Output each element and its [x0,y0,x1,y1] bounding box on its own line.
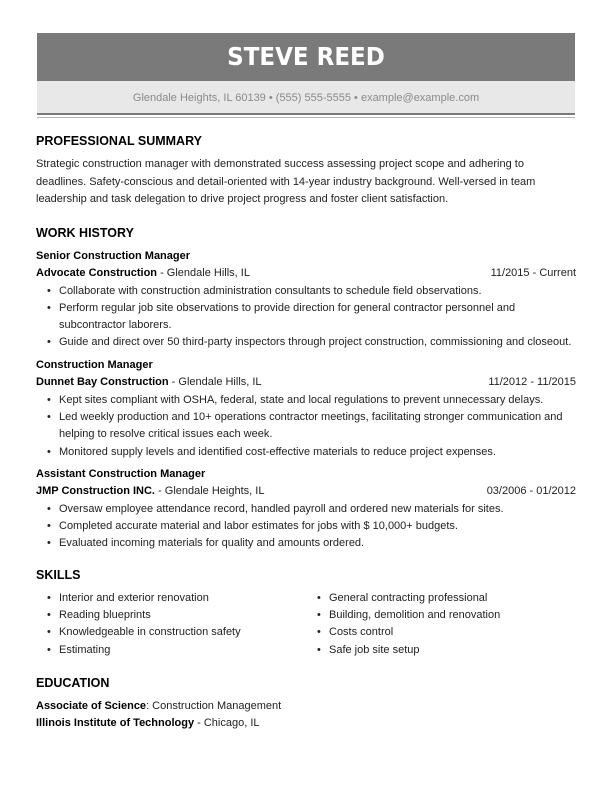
work-history-section [36,218,576,553]
job-duties [36,283,576,352]
skills-list-right [306,590,576,659]
skill-item: • Knowledgeable in construction safety [59,624,306,641]
education-section [36,668,576,733]
skill-item: • Reading blueprints [59,607,306,624]
school-name: Illinois Institute of Technology [36,717,195,730]
degree-name: Associate of Science [36,699,147,712]
job-dates: 11/2015 - Current [490,267,576,279]
job-duty: • Kept sites compliant with OSHA, federal, state and local regulations to prevent unnecessary delays. [59,392,576,409]
summary-section [36,126,576,209]
summary-text: Strategic construction manager with demonstrated success assessing project scope and adhering to deadlines. Safety-conscious and detail-oriented with 14-year industry background. Well-versed in team leadership and task delegation to drive project progress and foster client satisfaction. [36,158,536,205]
job-employer [36,483,264,501]
skills-section [36,560,576,659]
job-employer [36,265,250,283]
job-duty: • Monitored supply levels and identified cost-effective materials to reduce project expenses. [59,444,576,461]
job-duty: • Collaborate with construction administration consultants to schedule field observations. [59,283,576,300]
job-title: Assistant Construction Manager [36,467,206,480]
job-duty: • Evaluated incoming materials for quality and amounts ordered. [59,535,576,552]
job-title: Senior Construction Manager [36,249,191,262]
job-company-line [36,483,576,501]
job-duties [36,392,576,461]
job-dates: 03/2006 - 01/2012 [486,485,576,498]
job-company: JMP Construction INC. [36,485,155,498]
skill-item: • Building, demolition and renovation [329,607,576,624]
candidate-name: STEVE REED [227,42,385,71]
skills-columns [36,590,576,659]
job-entry [36,248,576,352]
job-duty: • Guide and direct over 50 third-party inspectors through project construction, commissioning and closeout. [59,334,576,351]
job-duty: • Oversaw employee attendance record, handled payroll and ordered new materials for sites. [59,501,576,518]
skills-column-left [36,590,306,659]
job-duties [36,501,576,553]
skill-item: • Interior and exterior renovation [59,590,306,607]
job-location: - Glendale Hills, IL [157,267,250,279]
job-company-line [36,265,576,283]
skill-item: • Safe job site setup [329,642,576,659]
job-company: Dunnet Bay Construction [36,376,169,389]
header-divider-thin [37,117,575,118]
job-duty: • Completed accurate material and labor estimates for jobs with $ 10,000+ budgets. [59,518,576,535]
job-location: - Glendale Hills, IL [168,376,262,389]
job-entry [36,357,576,461]
skills-heading: SKILLS [36,567,81,582]
job-dates: 11/2012 - 11/2015 [488,376,576,389]
job-employer [36,374,262,392]
job-title: Construction Manager [36,358,153,371]
name-banner [37,33,575,81]
job-location: - Glendale Heights, IL [154,485,265,498]
job-company: Advocate Construction [36,267,158,279]
resume-body [36,126,576,733]
skills-list-left [36,590,306,659]
job-company-line [36,374,576,392]
skill-item: • Costs control [329,624,576,641]
school-location: - Chicago, IL [194,717,260,730]
contact-info: Glendale Heights, IL 60139 • (555) 555-5555 • example@example.com [132,92,480,104]
job-list [36,248,576,553]
job-duty: • Led weekly production and 10+ operations contractor meetings, facilitating stronger communication and helping to resolve critical issues each week. [59,409,576,444]
summary-heading: PROFESSIONAL SUMMARY [36,134,202,148]
header-divider [37,113,575,115]
degree-field: : Construction Management [146,699,282,712]
skill-item: • Estimating [59,642,306,659]
education-heading: EDUCATION [36,675,110,690]
degree-line [36,698,576,716]
contact-banner [37,81,575,113]
job-duty: • Perform regular job site observations to provide direction for general contractor personnel and subcontractor laborers. [59,300,576,335]
job-entry [36,466,576,553]
skill-item: • General contracting professional [329,590,576,607]
work-history-heading: WORK HISTORY [36,225,134,240]
school-line [36,715,576,733]
skills-column-right [306,590,576,659]
